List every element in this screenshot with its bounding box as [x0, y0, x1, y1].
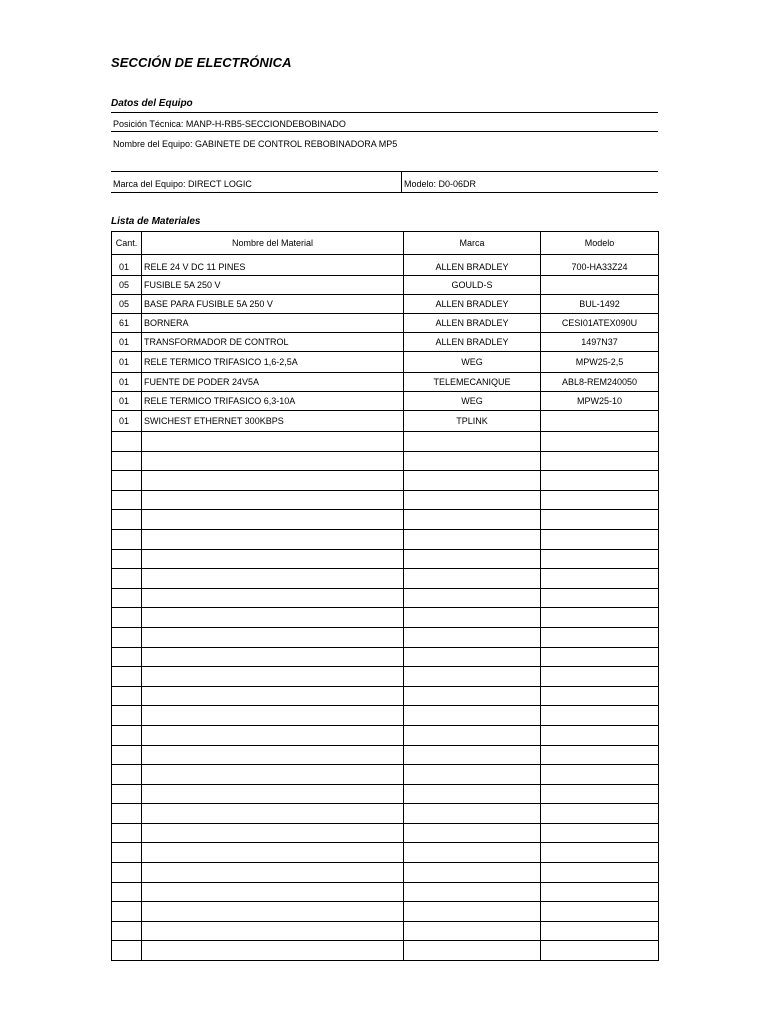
cell-brand: GOULD-S	[404, 276, 541, 295]
cell-model	[541, 765, 659, 785]
empty-table-row	[112, 863, 659, 883]
cell-brand	[404, 784, 541, 804]
materials-section-heading: Lista de Materiales	[111, 216, 201, 227]
cell-brand: WEG	[404, 352, 541, 373]
empty-table-row	[112, 588, 659, 608]
cell-qty	[112, 745, 142, 765]
cell-qty	[112, 608, 142, 628]
cell-model: BUL-1492	[541, 295, 659, 314]
cell-qty	[112, 941, 142, 961]
cell-model	[541, 882, 659, 902]
cell-model	[541, 863, 659, 883]
cell-brand	[404, 745, 541, 765]
cell-model	[541, 549, 659, 569]
divider	[111, 171, 658, 172]
divider	[401, 171, 402, 192]
table-row	[112, 314, 659, 333]
cell-material-name	[142, 823, 404, 843]
empty-table-row	[112, 725, 659, 745]
empty-table-row	[112, 804, 659, 824]
cell-material-name	[142, 725, 404, 745]
cell-brand	[404, 490, 541, 510]
cell-model	[541, 941, 659, 961]
cell-brand: ALLEN BRADLEY	[404, 333, 541, 352]
cell-material-name	[142, 549, 404, 569]
cell-material-name	[142, 784, 404, 804]
cell-model	[541, 432, 659, 452]
cell-model	[541, 843, 659, 863]
cell-model	[541, 647, 659, 667]
cell-model	[541, 784, 659, 804]
cell-qty: 61	[112, 314, 142, 333]
cell-material-name: BASE PARA FUSIBLE 5A 250 V	[142, 295, 404, 314]
equipment-section-heading: Datos del Equipo	[111, 98, 193, 109]
cell-qty	[112, 667, 142, 687]
cell-material-name: TRANSFORMADOR DE CONTROL	[142, 333, 404, 352]
table-header-row	[112, 232, 659, 255]
cell-model	[541, 471, 659, 491]
cell-qty	[112, 882, 142, 902]
table-row	[112, 255, 659, 276]
column-header-brand: Marca	[404, 232, 541, 255]
cell-qty	[112, 627, 142, 647]
empty-table-row	[112, 745, 659, 765]
cell-material-name	[142, 490, 404, 510]
cell-model	[541, 921, 659, 941]
cell-qty	[112, 784, 142, 804]
cell-material-name	[142, 608, 404, 628]
cell-model	[541, 627, 659, 647]
cell-brand	[404, 588, 541, 608]
cell-qty	[112, 588, 142, 608]
cell-model	[541, 510, 659, 530]
cell-material-name	[142, 667, 404, 687]
cell-qty	[112, 765, 142, 785]
cell-material-name	[142, 706, 404, 726]
empty-table-row	[112, 490, 659, 510]
cell-brand	[404, 921, 541, 941]
table-row	[112, 352, 659, 373]
cell-brand	[404, 686, 541, 706]
cell-qty	[112, 451, 142, 471]
empty-table-row	[112, 706, 659, 726]
cell-brand	[404, 843, 541, 863]
empty-table-row	[112, 510, 659, 530]
empty-table-row	[112, 529, 659, 549]
empty-table-row	[112, 882, 659, 902]
cell-brand	[404, 804, 541, 824]
empty-table-row	[112, 686, 659, 706]
table-row	[112, 333, 659, 352]
cell-qty: 01	[112, 255, 142, 276]
cell-qty	[112, 569, 142, 589]
cell-material-name	[142, 432, 404, 452]
cell-model	[541, 588, 659, 608]
materials-table	[111, 231, 659, 961]
cell-brand: ALLEN BRADLEY	[404, 295, 541, 314]
cell-material-name	[142, 686, 404, 706]
empty-table-row	[112, 451, 659, 471]
cell-brand: TPLINK	[404, 411, 541, 432]
cell-qty	[112, 529, 142, 549]
cell-model: MPW25-10	[541, 392, 659, 411]
cell-material-name: RELE TERMICO TRIFASICO 1,6-2,5A	[142, 352, 404, 373]
cell-qty: 01	[112, 333, 142, 352]
cell-brand	[404, 863, 541, 883]
cell-material-name	[142, 588, 404, 608]
cell-model	[541, 706, 659, 726]
table-row	[112, 276, 659, 295]
cell-brand: TELEMECANIQUE	[404, 373, 541, 392]
cell-qty	[112, 686, 142, 706]
cell-material-name	[142, 510, 404, 530]
cell-model	[541, 608, 659, 628]
cell-material-name	[142, 921, 404, 941]
empty-table-row	[112, 608, 659, 628]
cell-qty	[112, 863, 142, 883]
empty-table-row	[112, 784, 659, 804]
cell-material-name	[142, 863, 404, 883]
cell-model: MPW25-2,5	[541, 352, 659, 373]
cell-brand	[404, 510, 541, 530]
empty-table-row	[112, 569, 659, 589]
column-header-qty: Cant.	[112, 232, 142, 255]
empty-table-row	[112, 823, 659, 843]
cell-qty: 01	[112, 373, 142, 392]
cell-model	[541, 490, 659, 510]
cell-material-name	[142, 569, 404, 589]
cell-material-name: SWICHEST ETHERNET 300KBPS	[142, 411, 404, 432]
equipment-name: Nombre del Equipo: GABINETE DE CONTROL REBOBINADORA MP5	[113, 139, 398, 149]
cell-qty	[112, 490, 142, 510]
cell-brand: ALLEN BRADLEY	[404, 255, 541, 276]
cell-brand	[404, 569, 541, 589]
cell-qty	[112, 706, 142, 726]
cell-model	[541, 823, 659, 843]
cell-model	[541, 529, 659, 549]
cell-brand	[404, 627, 541, 647]
cell-material-name	[142, 451, 404, 471]
cell-brand	[404, 725, 541, 745]
cell-material-name: BORNERA	[142, 314, 404, 333]
cell-model	[541, 451, 659, 471]
cell-material-name	[142, 902, 404, 922]
empty-table-row	[112, 432, 659, 452]
table-row	[112, 373, 659, 392]
cell-model	[541, 667, 659, 687]
cell-qty	[112, 510, 142, 530]
cell-model: CESI01ATEX090U	[541, 314, 659, 333]
cell-brand	[404, 667, 541, 687]
cell-qty	[112, 843, 142, 863]
cell-model: 700-HA33Z24	[541, 255, 659, 276]
cell-qty	[112, 921, 142, 941]
cell-qty	[112, 902, 142, 922]
table-row	[112, 392, 659, 411]
cell-brand	[404, 706, 541, 726]
cell-material-name	[142, 471, 404, 491]
cell-qty: 05	[112, 276, 142, 295]
cell-brand	[404, 823, 541, 843]
cell-qty	[112, 432, 142, 452]
cell-qty: 01	[112, 411, 142, 432]
cell-qty	[112, 471, 142, 491]
cell-brand	[404, 941, 541, 961]
cell-brand: WEG	[404, 392, 541, 411]
cell-material-name	[142, 941, 404, 961]
column-header-material-name: Nombre del Material	[142, 232, 404, 255]
cell-material-name	[142, 745, 404, 765]
page-title: SECCIÓN DE ELECTRÓNICA	[111, 55, 292, 70]
cell-material-name	[142, 843, 404, 863]
cell-brand	[404, 549, 541, 569]
cell-material-name	[142, 627, 404, 647]
table-row	[112, 411, 659, 432]
cell-model	[541, 276, 659, 295]
cell-qty	[112, 804, 142, 824]
empty-table-row	[112, 902, 659, 922]
cell-material-name: RELE 24 V DC 11 PINES	[142, 255, 404, 276]
cell-brand	[404, 765, 541, 785]
cell-material-name	[142, 647, 404, 667]
cell-brand	[404, 647, 541, 667]
cell-model: ABL8-REM240050	[541, 373, 659, 392]
cell-brand	[404, 432, 541, 452]
cell-brand	[404, 882, 541, 902]
cell-brand	[404, 902, 541, 922]
empty-table-row	[112, 941, 659, 961]
empty-table-row	[112, 921, 659, 941]
technical-position: Posición Técnica: MANP-H-RB5-SECCIONDEBOBINADO	[113, 119, 346, 129]
cell-qty: 01	[112, 392, 142, 411]
cell-brand: ALLEN BRADLEY	[404, 314, 541, 333]
cell-brand	[404, 451, 541, 471]
table-row	[112, 295, 659, 314]
cell-brand	[404, 608, 541, 628]
cell-material-name: FUSIBLE 5A 250 V	[142, 276, 404, 295]
empty-table-row	[112, 667, 659, 687]
column-header-model: Modelo	[541, 232, 659, 255]
cell-brand	[404, 529, 541, 549]
empty-table-row	[112, 471, 659, 491]
cell-qty: 01	[112, 352, 142, 373]
cell-model	[541, 804, 659, 824]
cell-model	[541, 725, 659, 745]
cell-model	[541, 686, 659, 706]
empty-table-row	[112, 627, 659, 647]
divider	[111, 112, 658, 113]
cell-material-name: FUENTE DE PODER 24V5A	[142, 373, 404, 392]
empty-table-row	[112, 765, 659, 785]
empty-table-row	[112, 549, 659, 569]
cell-model	[541, 902, 659, 922]
cell-qty	[112, 549, 142, 569]
divider	[111, 192, 658, 193]
cell-qty	[112, 647, 142, 667]
cell-material-name	[142, 804, 404, 824]
equipment-brand: Marca del Equipo: DIRECT LOGIC	[113, 179, 252, 189]
cell-model	[541, 745, 659, 765]
equipment-model: Modelo: D0-06DR	[404, 179, 477, 189]
empty-table-row	[112, 843, 659, 863]
empty-table-row	[112, 647, 659, 667]
cell-material-name	[142, 765, 404, 785]
cell-qty: 05	[112, 295, 142, 314]
cell-model	[541, 411, 659, 432]
cell-model	[541, 569, 659, 589]
cell-model: 1497N37	[541, 333, 659, 352]
cell-qty	[112, 725, 142, 745]
cell-material-name	[142, 529, 404, 549]
divider	[111, 131, 658, 132]
cell-material-name: RELE TERMICO TRIFASICO 6,3-10A	[142, 392, 404, 411]
cell-brand	[404, 471, 541, 491]
cell-qty	[112, 823, 142, 843]
cell-material-name	[142, 882, 404, 902]
